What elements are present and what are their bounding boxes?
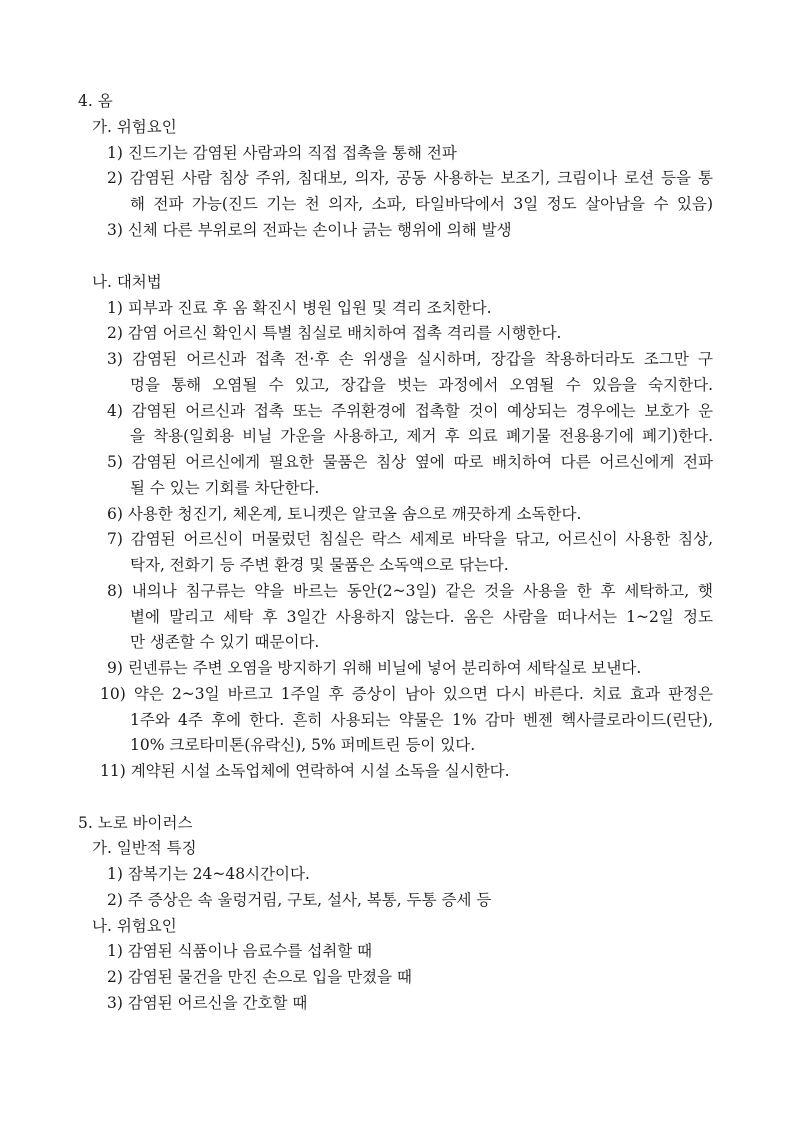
subsection-heading-countermeasures: 나. 대처법 [92, 273, 162, 291]
list-item: 1) 잠복기는 24~48시간이다. [107, 865, 310, 883]
list-item-continuation: 될 수 있는 기회를 차단한다. [130, 479, 320, 497]
list-item: 10) 약은 2~3일 바르고 1주일 후 증상이 남아 있으면 다시 바른다. 치료 효과 판정은 [100, 685, 713, 703]
subsection-heading-risk-factors: 나. 위험요인 [92, 917, 177, 935]
list-item: 2) 감염된 물건을 만진 손으로 입을 만졌을 때 [107, 968, 412, 986]
list-item: 3) 신체 다른 부위로의 전파는 손이나 긁는 행위에 의해 발생 [107, 221, 512, 239]
list-item: 1) 피부과 진료 후 옴 확진시 병원 입원 및 격리 조치한다. [107, 299, 492, 317]
list-item: 1) 진드기는 감염된 사람과의 직접 접촉을 통해 전파 [107, 144, 457, 162]
list-item-continuation: 1주와 4주 후에 한다. 흔히 사용되는 약물은 1% 감마 벤젠 헥사클로라이드(린단), [130, 711, 713, 729]
list-item-continuation: 해 전파 가능(진드 기는 천 의자, 소파, 타일바닥에서 3일 정도 살아남을 수 있음) [130, 195, 713, 213]
list-item: 5) 감염된 어르신에게 필요한 물품은 침상 옆에 따로 배치하여 다른 어르신에게 전파 [107, 453, 713, 471]
list-item: 6) 사용한 청진기, 체온계, 토니켓은 알코올 솜으로 깨끗하게 소독한다. [107, 505, 582, 523]
list-item: 11) 계약된 시설 소독업체에 연락하여 시설 소독을 실시한다. [100, 762, 510, 780]
list-item-continuation: 10% 크로타미톤(유락신), 5% 퍼메트린 등이 있다. [130, 736, 476, 754]
list-item-continuation: 을 착용(일회용 비닐 가운을 사용하고, 제거 후 의료 폐기물 전용용기에 폐기)한다. [130, 427, 713, 445]
list-item-continuation: 탁자, 전화기 등 주변 환경 및 물품은 소독액으로 닦는다. [130, 556, 509, 574]
list-item: 7) 감염된 어르신이 머물렀던 침실은 락스 세제로 바닥을 닦고, 어르신이 사용한 침상, [107, 530, 713, 548]
subsection-heading-general-features: 가. 일반적 특징 [92, 839, 197, 857]
list-item: 4) 감염된 어르신과 접촉 또는 주위환경에 접촉할 것이 예상되는 경우에는 보호가 운 [107, 402, 713, 420]
list-item: 3) 감염된 어르신과 접촉 전·후 손 위생을 실시하며, 장갑을 착용하더라도 조그만 구 [107, 350, 713, 368]
section-heading-norovirus: 5. 노로 바이러스 [78, 814, 193, 832]
list-item: 2) 주 증상은 속 울렁거림, 구토, 설사, 복통, 두통 증세 등 [107, 891, 492, 909]
list-item: 8) 내의나 침구류는 약을 바르는 동안(2~3일) 같은 것을 사용을 한 후 세탁하고, 햇 [107, 582, 713, 600]
list-item: 9) 린넨류는 주변 오염을 방지하기 위해 비닐에 넣어 분리하여 세탁실로 보낸다. [107, 659, 642, 677]
list-item: 1) 감염된 식품이나 음료수를 섭취할 때 [107, 942, 373, 960]
list-item: 2) 감염된 사람 침상 주위, 침대보, 의자, 공동 사용하는 보조기, 크림이나 로션 등을 통 [107, 169, 713, 187]
list-item-continuation: 볕에 말리고 세탁 후 3일간 사용하지 않는다. 옴은 사람을 떠나서는 1~2일 정도 [130, 608, 713, 626]
list-item-continuation: 멍을 통해 오염될 수 있고, 장갑을 벗는 과정에서 오염될 수 있음을 숙지한다. [130, 376, 713, 394]
list-item: 2) 감염 어르신 확인시 특별 침실로 배치하여 접촉 격리를 시행한다. [107, 324, 562, 342]
list-item: 3) 감염된 어르신을 간호할 때 [107, 994, 308, 1012]
subsection-heading-risk-factors: 가. 위험요인 [92, 118, 177, 136]
section-heading-scabies: 4. 옴 [78, 92, 113, 110]
list-item-continuation: 만 생존할 수 있기 때문이다. [130, 633, 320, 651]
